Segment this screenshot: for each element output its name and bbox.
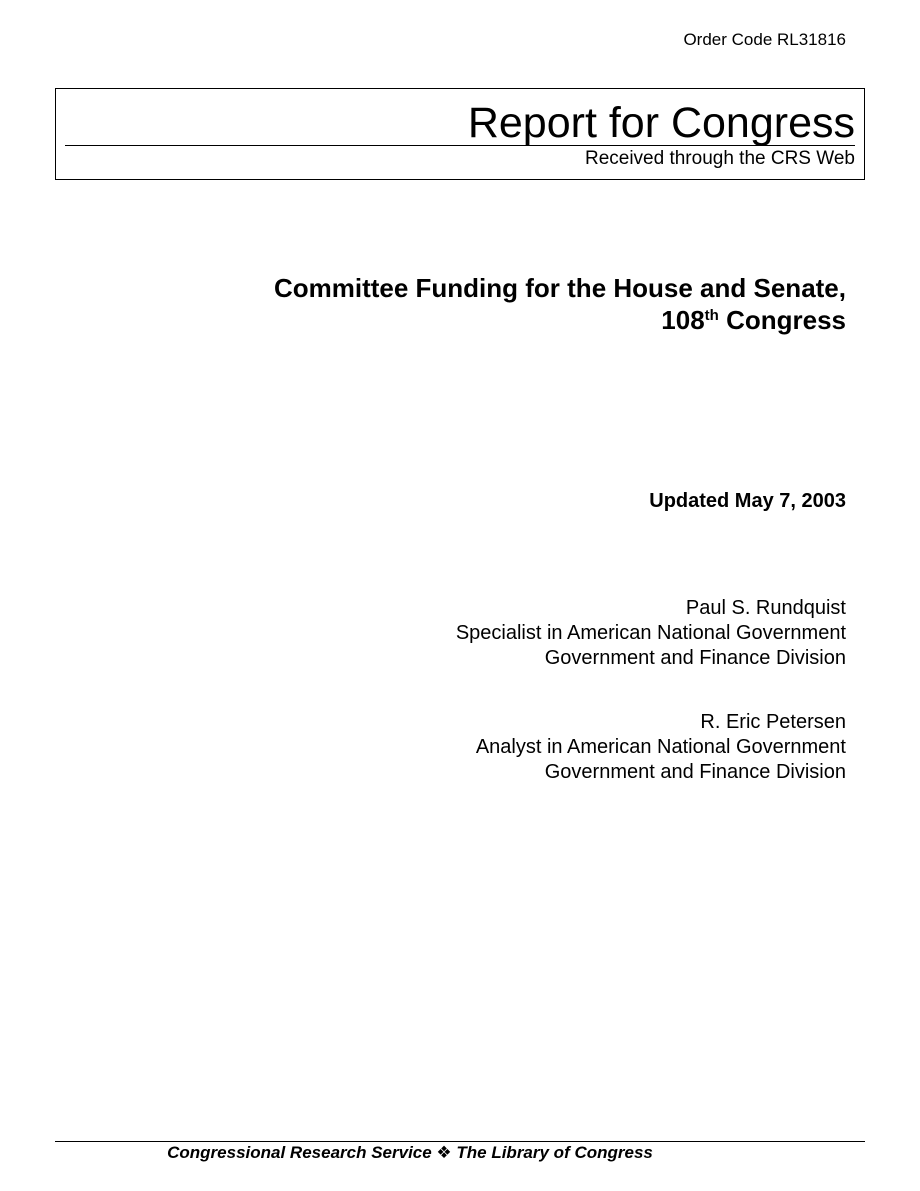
author-name: Paul S. Rundquist [685, 597, 846, 619]
report-title: Report for Congress [467, 99, 855, 147]
document-title-line-1: Committee Funding for the House and Senate, [273, 273, 846, 303]
document-title-line-2 [274, 304, 846, 336]
congress-number: 108 [661, 305, 705, 335]
order-code: Order Code RL31816 [683, 30, 846, 49]
author-position: Analyst in American National Government [475, 736, 846, 758]
congress-ordinal-suffix: th [704, 307, 719, 324]
report-subtitle: Received through the CRS Web [584, 148, 855, 169]
author-block [456, 596, 846, 671]
header-divider [65, 145, 855, 146]
author-division: Government and Finance Division [544, 761, 846, 783]
author-position: Specialist in American National Government [455, 622, 846, 644]
document-title [274, 272, 846, 336]
author-division: Government and Finance Division [544, 647, 846, 669]
author-block [476, 710, 846, 785]
updated-date: Updated May 7, 2003 [649, 490, 846, 512]
footer-text: Congressional Research Service ❖ The Library of Congress [167, 1143, 653, 1162]
congress-word: Congress [718, 305, 846, 335]
author-name: R. Eric Petersen [700, 711, 846, 733]
report-header-box [55, 88, 865, 180]
